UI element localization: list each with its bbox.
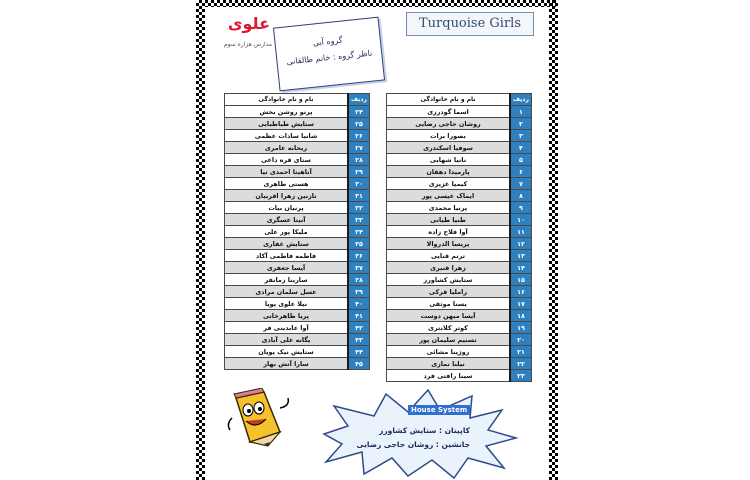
row-number: ۱۲ bbox=[510, 238, 531, 250]
student-name: یگانه علی آبادی bbox=[225, 334, 349, 346]
student-name: هستی طاهری bbox=[225, 178, 349, 190]
row-number: ۲۵ bbox=[348, 118, 369, 130]
table-row bbox=[387, 214, 532, 226]
table-row bbox=[387, 346, 532, 358]
student-name: بصورا برات bbox=[387, 130, 511, 142]
checkered-border-right bbox=[549, 0, 558, 480]
row-number: ۴۱ bbox=[348, 310, 369, 322]
table-row bbox=[225, 298, 370, 310]
row-number: ۱۹ bbox=[510, 322, 531, 334]
student-name: پرنو روشن بخش bbox=[225, 106, 349, 118]
table-row bbox=[387, 322, 532, 334]
house-captain: کاپیتان : ستایش کشاورز bbox=[379, 426, 470, 435]
table-row bbox=[225, 190, 370, 202]
row-number: ۲۳ bbox=[510, 370, 531, 382]
logo-name: علوی bbox=[227, 14, 270, 33]
table-row bbox=[225, 118, 370, 130]
student-name: عسل سلمان مرادی bbox=[225, 286, 349, 298]
table-row bbox=[387, 298, 532, 310]
row-number: ۱۴ bbox=[510, 262, 531, 274]
student-name: آوا فلاح زاده bbox=[387, 226, 511, 238]
student-name: ستایش طباطبایی bbox=[225, 118, 349, 130]
student-name: سینا رافتی فرد bbox=[387, 370, 511, 382]
table-row bbox=[225, 106, 370, 118]
row-number: ۴ bbox=[510, 142, 531, 154]
column-header-name: نام و نام خانوادگی bbox=[387, 94, 511, 106]
table-row bbox=[387, 358, 532, 370]
student-name: ریحانه عامری bbox=[225, 142, 349, 154]
table-row bbox=[225, 226, 370, 238]
table-row bbox=[225, 250, 370, 262]
row-number: ۱۷ bbox=[510, 298, 531, 310]
table-row bbox=[387, 286, 532, 298]
table-row bbox=[387, 166, 532, 178]
roster-table-right bbox=[386, 93, 532, 382]
table-row bbox=[387, 106, 532, 118]
row-number: ۲۶ bbox=[348, 130, 369, 142]
table-row bbox=[387, 262, 532, 274]
column-header-number: ردیف bbox=[510, 94, 531, 106]
row-number: ۲۴ bbox=[348, 106, 369, 118]
row-number: ۱۰ bbox=[510, 214, 531, 226]
student-name: ترنم قنایی bbox=[387, 250, 511, 262]
student-name: ستای قره داغی bbox=[225, 154, 349, 166]
row-number: ۴۴ bbox=[348, 346, 369, 358]
table-row bbox=[225, 130, 370, 142]
row-number: ۲۷ bbox=[348, 142, 369, 154]
student-name: شانیا سادات عظمی bbox=[225, 130, 349, 142]
table-row bbox=[387, 202, 532, 214]
table-row bbox=[225, 262, 370, 274]
student-name: پارمیدا دهقان bbox=[387, 166, 511, 178]
column-header-number: ردیف bbox=[348, 94, 369, 106]
student-name: اسما گودرزی bbox=[387, 106, 511, 118]
table-row bbox=[225, 310, 370, 322]
school-logo bbox=[212, 14, 272, 54]
table-row bbox=[225, 202, 370, 214]
table-row bbox=[225, 346, 370, 358]
logo-subtitle: مدارس هزاره سوم bbox=[223, 41, 272, 48]
row-number: ۲۸ bbox=[348, 154, 369, 166]
checkered-border-left bbox=[196, 0, 205, 480]
student-name: ایماک عیسی پور bbox=[387, 190, 511, 202]
row-number: ۱۳ bbox=[510, 250, 531, 262]
student-name: کوثر کلانتری bbox=[387, 322, 511, 334]
row-number: ۶ bbox=[510, 166, 531, 178]
house-deputy: جانشین : روشان حاجی رضایی bbox=[356, 440, 470, 449]
row-number: ۱۵ bbox=[510, 274, 531, 286]
row-number: ۳۰ bbox=[348, 178, 369, 190]
table-row bbox=[387, 130, 532, 142]
table-row bbox=[387, 274, 532, 286]
table-row bbox=[387, 238, 532, 250]
house-system-label: House System bbox=[408, 405, 470, 415]
student-name: پریسا الدروالا bbox=[387, 238, 511, 250]
table-row bbox=[387, 334, 532, 346]
row-number: ۳۸ bbox=[348, 274, 369, 286]
student-name: طنیا طیانی bbox=[387, 214, 511, 226]
pencil-mascot-icon bbox=[224, 388, 296, 448]
row-number: ۳۶ bbox=[348, 250, 369, 262]
table-row bbox=[387, 250, 532, 262]
row-number: ۱۸ bbox=[510, 310, 531, 322]
table-row bbox=[225, 214, 370, 226]
roster-table-left bbox=[224, 93, 370, 370]
row-number: ۳۴ bbox=[348, 226, 369, 238]
row-number: ۱ bbox=[510, 106, 531, 118]
row-number: ۳۵ bbox=[348, 238, 369, 250]
student-name: آنیتا عسگری bbox=[225, 214, 349, 226]
table-row bbox=[225, 142, 370, 154]
table-row bbox=[225, 166, 370, 178]
table-row bbox=[387, 370, 532, 382]
column-header-name: نام و نام خانوادگی bbox=[225, 94, 349, 106]
row-number: ۲ bbox=[510, 118, 531, 130]
row-number: ۴۵ bbox=[348, 358, 369, 370]
student-name: فاطمه فاطمی آکاد bbox=[225, 250, 349, 262]
group-scroll-banner bbox=[273, 17, 385, 92]
row-number: ۸ bbox=[510, 190, 531, 202]
table-row bbox=[387, 190, 532, 202]
row-number: ۵ bbox=[510, 154, 531, 166]
student-name: ستایش غفاری bbox=[225, 238, 349, 250]
row-number: ۲۹ bbox=[348, 166, 369, 178]
table-row bbox=[387, 226, 532, 238]
student-name: ملیکا پور علی bbox=[225, 226, 349, 238]
row-number: ۳۹ bbox=[348, 286, 369, 298]
student-name: سارا آتش بهار bbox=[225, 358, 349, 370]
student-name: کیمیا عزیزی bbox=[387, 178, 511, 190]
row-number: ۴۲ bbox=[348, 322, 369, 334]
table-row bbox=[387, 154, 532, 166]
row-number: ۴۳ bbox=[348, 334, 369, 346]
student-name: پریا طاهرخانی bbox=[225, 310, 349, 322]
row-number: ۳۷ bbox=[348, 262, 369, 274]
row-number: ۳۲ bbox=[348, 202, 369, 214]
row-number: ۳۳ bbox=[348, 214, 369, 226]
table-row bbox=[225, 274, 370, 286]
row-number: ۳ bbox=[510, 130, 531, 142]
student-name: ستایش کشاورز bbox=[387, 274, 511, 286]
table-row bbox=[225, 334, 370, 346]
checkered-border-top bbox=[196, 0, 558, 7]
student-name: سارینا زمانفر bbox=[225, 274, 349, 286]
row-number: ۹ bbox=[510, 202, 531, 214]
table-row bbox=[225, 358, 370, 370]
row-number: ۱۱ bbox=[510, 226, 531, 238]
group-name: گروه آبی bbox=[312, 35, 344, 48]
row-number: ۴۰ bbox=[348, 298, 369, 310]
table-row bbox=[387, 118, 532, 130]
page-title: Turquoise Girls bbox=[406, 12, 534, 36]
student-name: سوفیا اسکندری bbox=[387, 142, 511, 154]
table-row bbox=[225, 178, 370, 190]
group-supervisor: ناظر گروه : خانم طالقانی bbox=[286, 48, 373, 67]
student-name: پرنیان بیات bbox=[225, 202, 349, 214]
table-row bbox=[225, 286, 370, 298]
row-number: ۲۱ bbox=[510, 346, 531, 358]
table-row bbox=[225, 154, 370, 166]
row-number: ۱۶ bbox=[510, 286, 531, 298]
student-name: تسنیم سلیمان پور bbox=[387, 334, 511, 346]
row-number: ۲۲ bbox=[510, 358, 531, 370]
student-name: پرنیا محمدی bbox=[387, 202, 511, 214]
table-row bbox=[387, 142, 532, 154]
row-number: ۳۱ bbox=[348, 190, 369, 202]
student-name: ستایش نیک پویان bbox=[225, 346, 349, 358]
student-name: یسنا موثقی bbox=[387, 298, 511, 310]
student-name: راملیا قرکی bbox=[387, 286, 511, 298]
student-name: نیلا علوی پویا bbox=[225, 298, 349, 310]
student-name: روژینا مشائی bbox=[387, 346, 511, 358]
table-row bbox=[387, 178, 532, 190]
table-row bbox=[225, 238, 370, 250]
student-name: نازنین زهرا اقربیان bbox=[225, 190, 349, 202]
student-name: نانیا شهابی bbox=[387, 154, 511, 166]
row-number: ۷ bbox=[510, 178, 531, 190]
student-name: آیسا میهن دوست bbox=[387, 310, 511, 322]
table-row bbox=[225, 322, 370, 334]
student-name: آیسا جعفری bbox=[225, 262, 349, 274]
student-name: آناهیتا احمدی نیا bbox=[225, 166, 349, 178]
student-name: آوا عابدینی فر bbox=[225, 322, 349, 334]
student-name: روشان حاجی رضایی bbox=[387, 118, 511, 130]
student-name: زهرا قنبری bbox=[387, 262, 511, 274]
student-name: نیلنا نمازی bbox=[387, 358, 511, 370]
row-number: ۲۰ bbox=[510, 334, 531, 346]
table-row bbox=[387, 310, 532, 322]
